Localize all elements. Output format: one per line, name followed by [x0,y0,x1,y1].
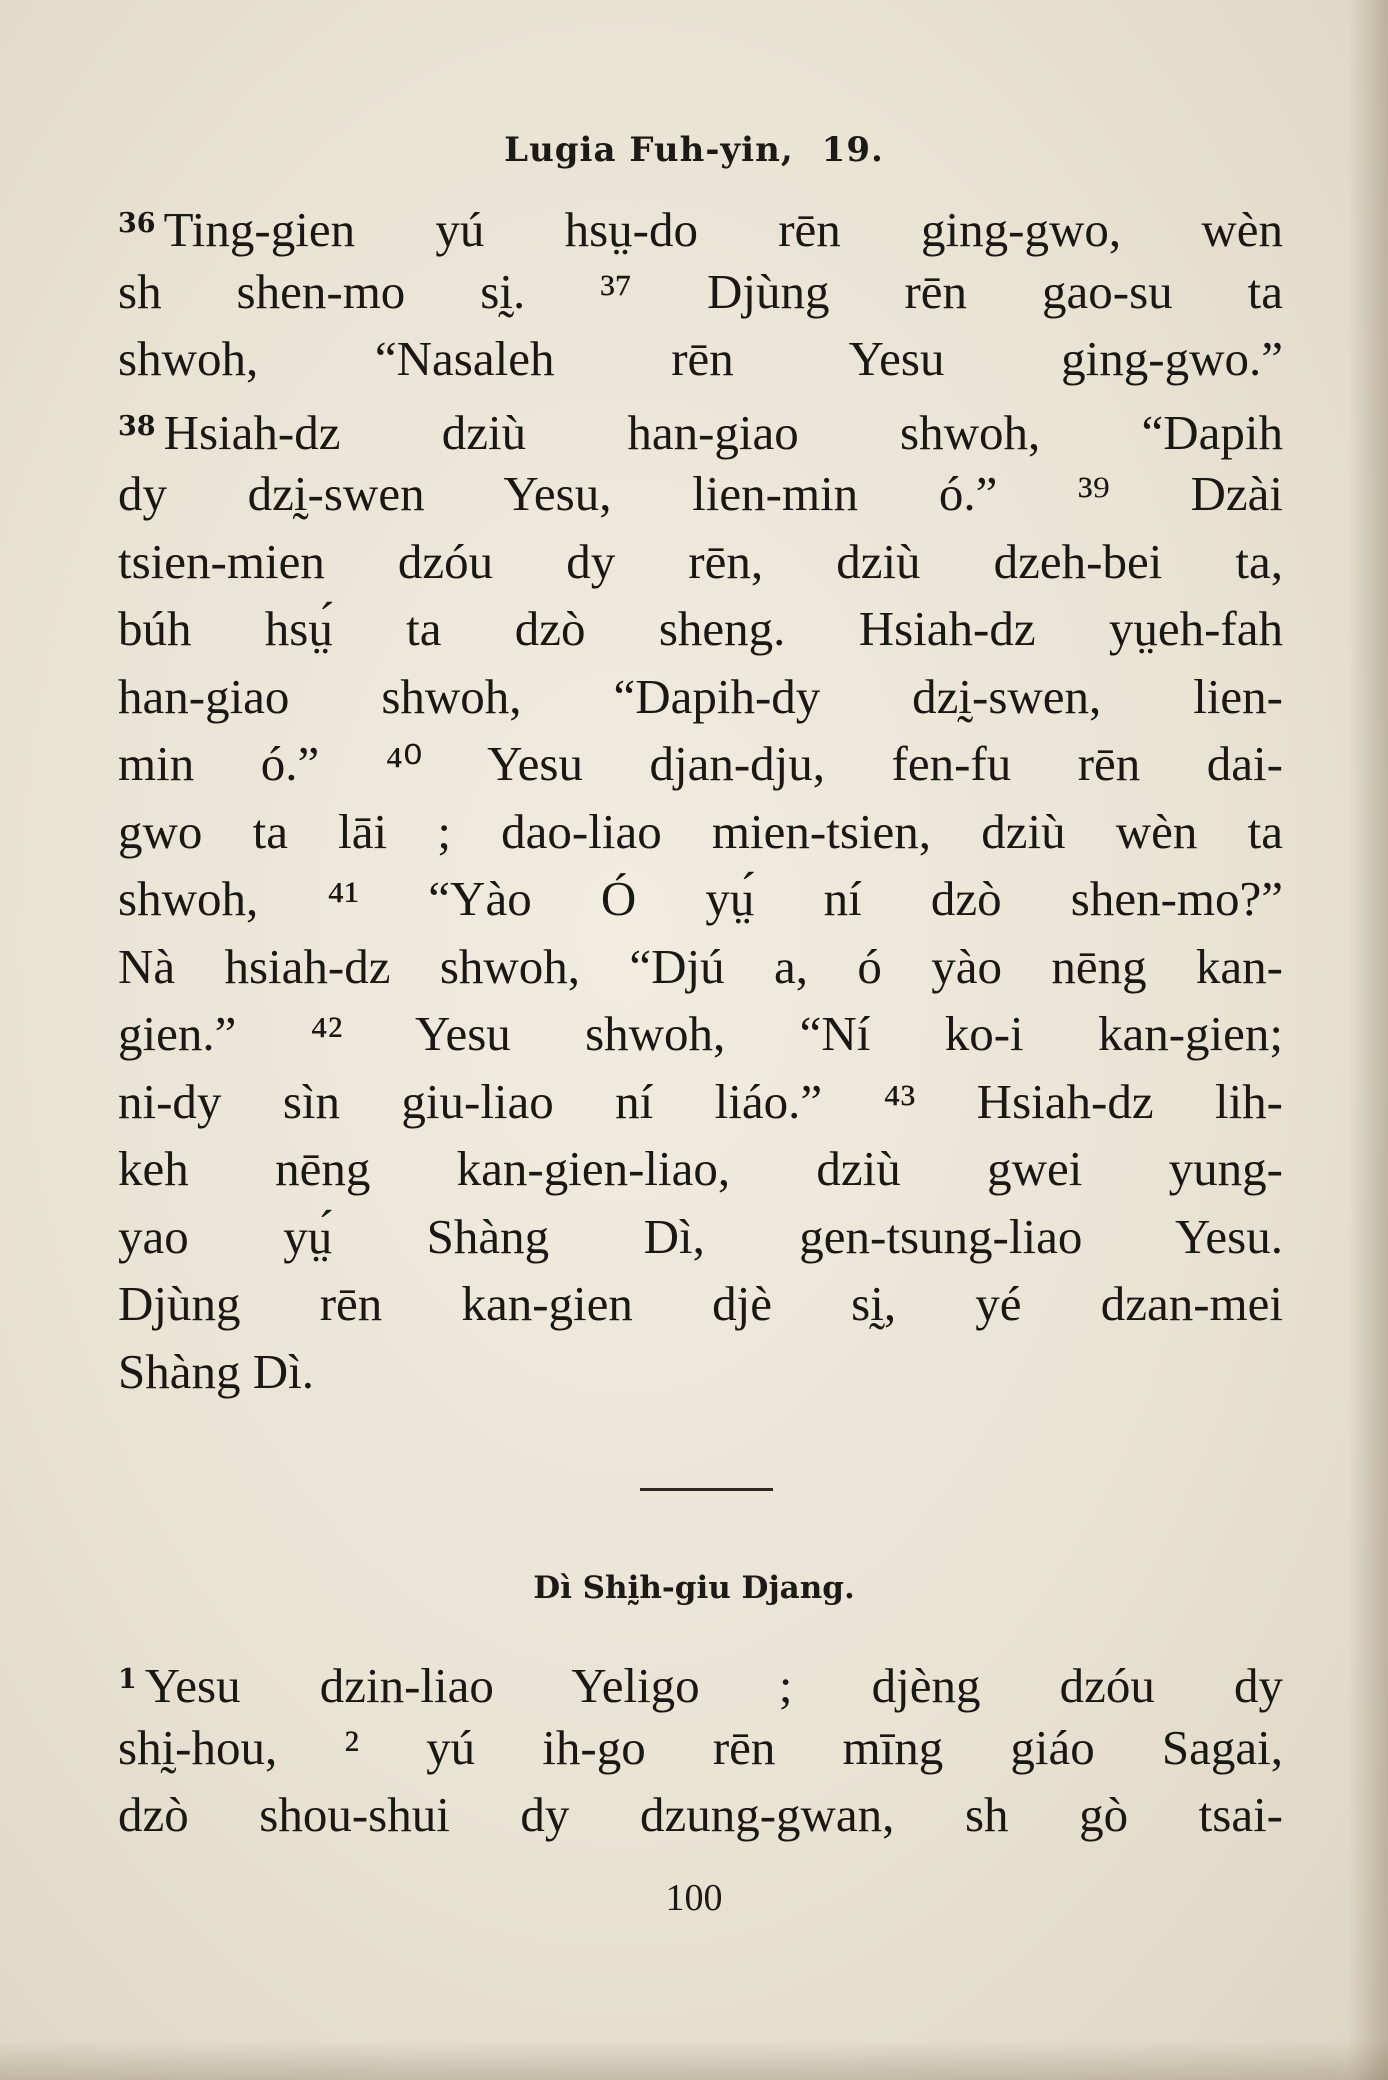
line-text: shwoh, “Nasaleh rēn Yesu ging-gwo.” [118,331,1283,386]
line-text: Djùng rēn kan-gien djè sḭ, yé dzan-mei [118,1276,1283,1331]
text-line [118,730,1283,798]
page-edge-shadow-bottom [0,2040,1388,2080]
passage-text-2 [118,1646,1283,1849]
text-line [118,258,1283,326]
line-text: Shàng Dì. [118,1343,314,1399]
text-line [118,865,1283,933]
text-line [118,1270,1283,1338]
verse-number: 36 [118,208,156,239]
line-text: Yesu dzin-liao Yeligo ; djèng dzóu dy [144,1658,1283,1713]
text-line [118,1135,1283,1203]
text-line [118,798,1283,866]
running-header-title: Lugia Fuh-yin, [504,130,794,170]
text-line [118,1781,1283,1849]
line-text: gien.” ⁴² Yesu shwoh, “Ní ko-i kan-gien; [118,1006,1283,1061]
text-line [118,460,1283,528]
text-line [118,1338,1283,1406]
line-text: shwoh, ⁴¹ “Yào Ó yṳ́ ní dzò shen-mo?” [118,871,1283,926]
line-text: tsien-mien dzóu dy rēn, dziù dzeh-bei ta, [118,533,1283,589]
line-text: min ó.” ⁴⁰ Yesu djan-dju, fen-fu rēn dai- [118,736,1283,791]
text-line [118,1646,1283,1714]
text-line [118,1714,1283,1782]
line-text: han-giao shwoh, “Dapih-dy dzḭ-swen, lien- [118,668,1283,724]
line-text: Nà hsiah-dz shwoh, “Djú a, ó yào nēng kan- [118,938,1283,994]
line-text: gwo ta lāi ; dao-liao mien-tsien, dziù wèn ta [118,803,1283,859]
text-line [118,1203,1283,1271]
line-text: ni-dy sìn giu-liao ní liáo.” ⁴³ Hsiah-dz lih- [118,1073,1283,1129]
line-text: yao yṳ́ Shàng Dì, gen-tsung-liao Yesu. [118,1208,1283,1264]
page-number: 100 [665,1877,723,1919]
text-line [118,1000,1283,1068]
section-divider-rule [640,1488,773,1491]
line-text: Ting-gien yú hsṳ-do rēn ging-gwo, wèn [163,202,1283,257]
text-line [118,663,1283,731]
line-text: keh nēng kan-gien-liao, dziù gwei yung- [118,1141,1283,1196]
line-text: búh hsṳ́ ta dzò sheng. Hsiah-dz yṳeh-fah [118,601,1283,656]
page-edge-shadow-right [1348,0,1388,2080]
line-text: sh shen-mo sḭ. ³⁷ Djùng rēn gao-su ta [118,263,1283,319]
verse-number: 1 [118,1664,137,1695]
line-text: dy dzḭ-swen Yesu, lien-min ó.” ³⁹ Dzài [118,466,1283,521]
text-line [118,325,1283,393]
line-text: Hsiah-dz dziù han-giao shwoh, “Dapih [163,404,1283,460]
passage-text-1 [118,190,1283,1405]
text-line [118,595,1283,663]
text-line [118,528,1283,596]
running-header-chapter: 19. [821,130,884,170]
line-text: dzò shou-shui dy dzung-gwan, sh gò tsai- [118,1787,1283,1842]
text-line [118,933,1283,1001]
verse-number: 38 [118,410,156,442]
text-line [118,1068,1283,1136]
chapter-heading: Dì Shḭh-giu Djang. [533,1570,855,1606]
text-line [118,393,1283,461]
text-line [118,190,1283,258]
line-text: shḭ-hou, ² yú ih-go rēn mīng giáo Sagai, [118,1719,1283,1775]
running-header [0,130,1388,170]
